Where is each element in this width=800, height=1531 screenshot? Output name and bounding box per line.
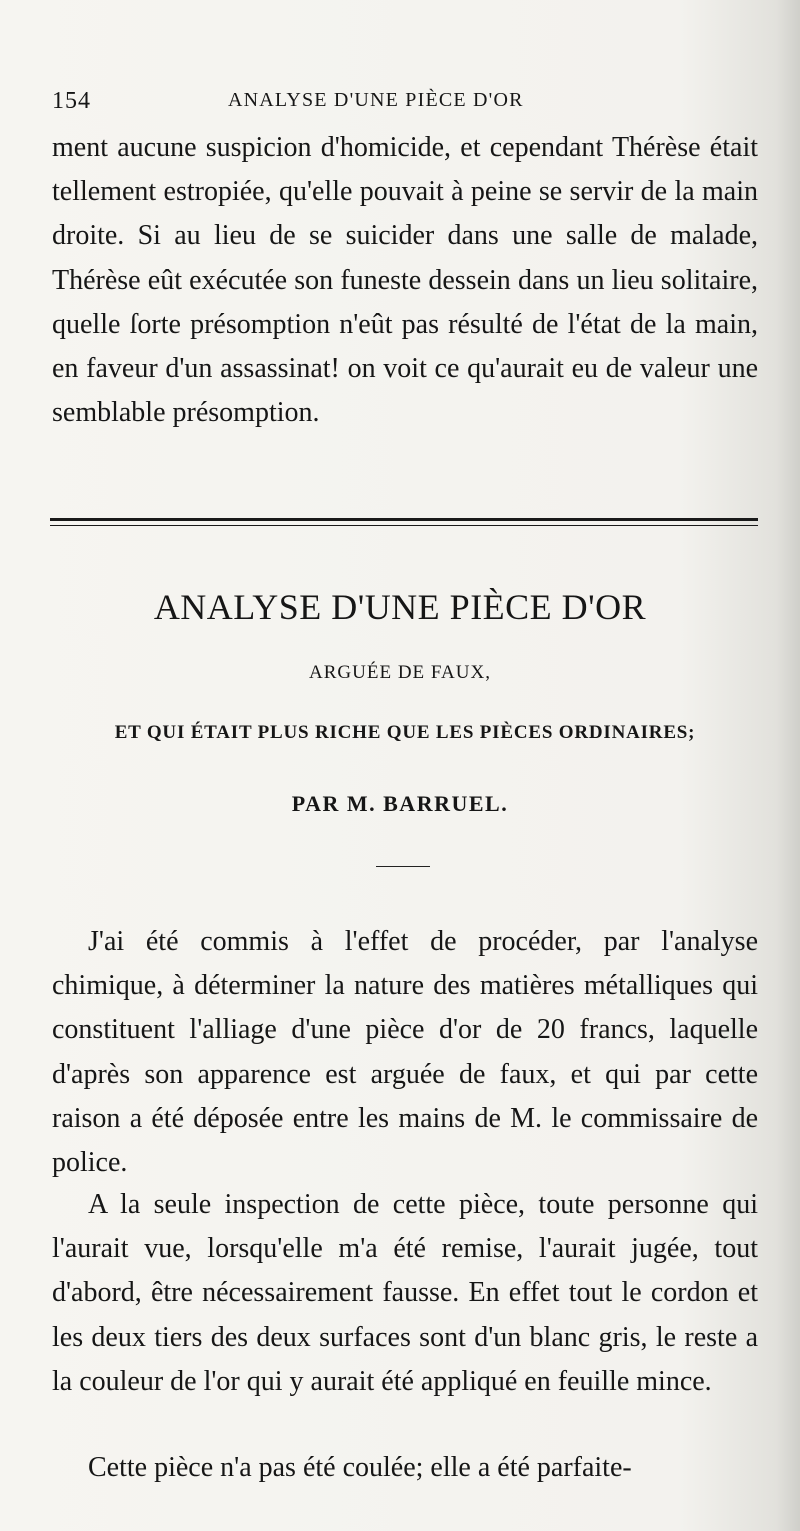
body-paragraph-1: J'ai été commis à l'effet de procéder, par l'analyse chimique, à déterminer la nature des matières métalliques qui constituent l'alliage d'une pièce d'or de 20 francs, laquelle d'après son apparence est arguée de faux, et qui par cette raison a été déposée entre les mains de M. le commissaire de police. [52, 926, 758, 1179]
previous-article-paragraph: ment aucune suspicion d'homicide, et cependant Thérèse était tellement estropiée, qu'elle pouvait à peine se servir de la main droite. Si au lieu de se suicider dans une salle de malade, Thérèse eût exécutée son funeste dessein dans un lieu solitaire, quelle ſorte présomption n'eût pas résulté de l'état de la main, en faveur d'un assassinat! on voit ce qu'aurait eu de valeur une semblable présomption. [52, 132, 758, 429]
author-divider [376, 866, 430, 867]
page-header [52, 88, 752, 118]
body-paragraph-3: Cette pièce n'a pas été coulée; elle a été parfaite- [88, 1452, 632, 1483]
article-author: PAR M. BARRUEL. [291, 791, 509, 816]
article-subtitle-secondary: ET QUI ÉTAIT PLUS RICHE QUE LES PIÈCES ORDINAIRES; [114, 722, 696, 743]
page-number: 154 [52, 88, 91, 114]
article-title: ANALYSE D'UNE PIÈCE D'OR [153, 587, 647, 627]
section-divider-thick [50, 518, 758, 521]
article-subtitle: ARGUÉE DE FAUX, [309, 662, 491, 683]
section-divider-thin [50, 525, 758, 526]
body-paragraph-2: A la seule inspection de cette pièce, toute personne qui l'aurait vue, lorsqu'elle m'a été remise, l'aurait jugée, tout d'abord, être nécessairement fausse. En effet tout le cordon et les deux tiers des deux surfaces sont d'un blanc gris, le reste a la couleur de l'or qui y aurait été appliqué en feuille mince. [52, 1189, 758, 1397]
running-head: ANALYSE D'UNE PIÈCE D'OR [228, 89, 524, 111]
